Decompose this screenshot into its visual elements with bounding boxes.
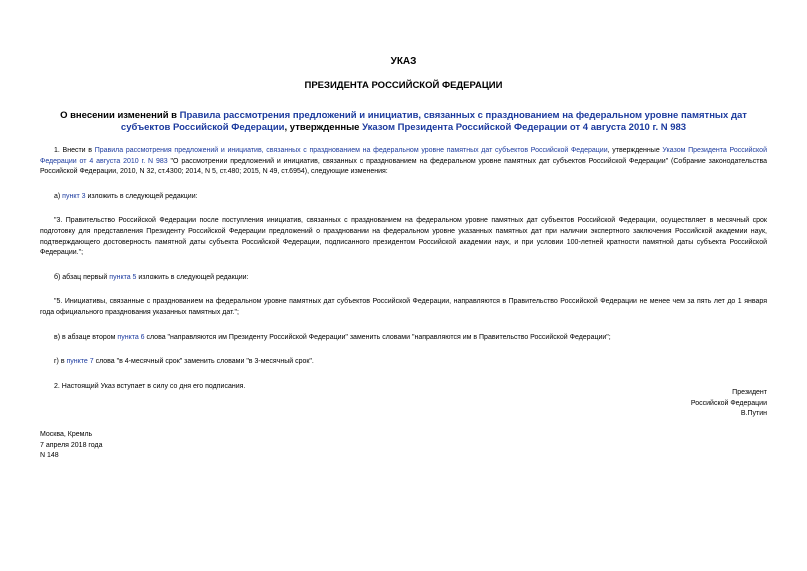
paragraph-g (40, 357, 767, 368)
rules-link[interactable]: Правила рассмотрения предложений и инициатив, связанных с празднованием на федеральном уровне памятных дат субъектов Российской Федерации (94, 147, 608, 154)
document-subject (40, 110, 767, 134)
text-fragment: изложить в следующей редакции: (136, 273, 249, 281)
document-title: УКАЗ (390, 56, 417, 67)
document-body (40, 146, 767, 392)
paragraph-2: 2. Настоящий Указ вступает в силу со дня его подписания. (54, 382, 246, 390)
text-fragment: в) в абзаце втором (54, 333, 118, 341)
place-date-block (40, 430, 103, 462)
subject-prefix: О внесении изменений в (60, 110, 180, 121)
paragraph-1 (40, 146, 767, 178)
text-fragment: г) в (54, 358, 67, 366)
point-5-link[interactable]: пункта 5 (109, 273, 137, 281)
text-fragment: , утвержденные (607, 147, 663, 154)
decree-link[interactable]: Указом Президента Российской Федерации от 4 августа 2010 г. N 983 (40, 147, 767, 165)
paragraph-b (40, 273, 767, 284)
document-issuer: ПРЕЗИДЕНТА РОССИЙСКОЙ ФЕДЕРАЦИИ (304, 80, 503, 91)
signature-title: Президент (732, 389, 767, 396)
signature-name: В.Путин (740, 410, 767, 417)
signing-place: Москва, Кремль (40, 431, 93, 438)
rules-link[interactable]: Правила рассмотрения предложений и инициатив, связанных с празднованием на федеральном уровне памятных дат субъектов Российской Федерации (120, 110, 747, 133)
signature-country: Российской Федерации (690, 399, 767, 407)
point-3-link[interactable]: пункт 3 (62, 192, 86, 200)
signature-block (691, 388, 767, 420)
text-fragment: слова "в 4-месячный срок" заменить словами "в 3-месячный срок". (93, 358, 314, 366)
text-fragment: 1. Внести в (54, 147, 95, 154)
text-fragment: а) (54, 192, 63, 200)
paragraph-a (40, 192, 767, 203)
subject-middle: , утвержденные (284, 122, 363, 133)
signing-date: 7 апреля 2018 года (40, 441, 103, 449)
paragraph-v (40, 333, 767, 344)
point-6-link[interactable]: пункта 6 (117, 333, 145, 341)
point-7-link[interactable]: пункте 7 (66, 358, 94, 366)
decree-link[interactable]: Указом Президента Российской Федерации от 4 августа 2010 г. N 983 (362, 122, 687, 133)
text-fragment: б) абзац первый (54, 273, 110, 281)
paragraph-point-5: "5. Инициативы, связанные с празднованием на федеральном уровне памятных дат субъектов Российской Федерации, направляются в Правительство Российской Федерации не менее чем за пять лет до 1 января года официального празднования указанных памятных дат."; (40, 298, 767, 316)
decree-number: N 148 (40, 452, 59, 459)
text-fragment: слова "направляются им Президенту Российской Федерации" заменить словами "направляются им в Правительство Российской Федерации"; (144, 333, 611, 341)
text-fragment: "О рассмотрении предложений и инициатив, связанных с празднованием на федеральном уровне памятных дат субъектов Российской Федерации" (Собрание законодательства Российской Федерации, 2010, N 32, ст.4300; 2014, N 5, ст.480; 2015, N 49, ст.6954), следующие изменения: (40, 157, 767, 176)
paragraph-point-3: "3. Правительство Российской Федерации после поступления инициатив, связанных с празднованием на федеральном уровне памятных дат субъектов Российской Федерации, осуществляет в месячный срок подготовку для представления Президенту Российской Федерации предложений о праздновании на федеральном уровне указанных памятных дат при наличии экспертного заключения Российской академии наук, подтверждающего достоверность памятной даты субъекта Российской Федерации, подписанного президентом Российской академии наук, и при условии 100-летней кратности памятной даты субъекта Российской Федерации."; (40, 217, 767, 257)
text-fragment: изложить в следующей редакции: (85, 192, 198, 200)
